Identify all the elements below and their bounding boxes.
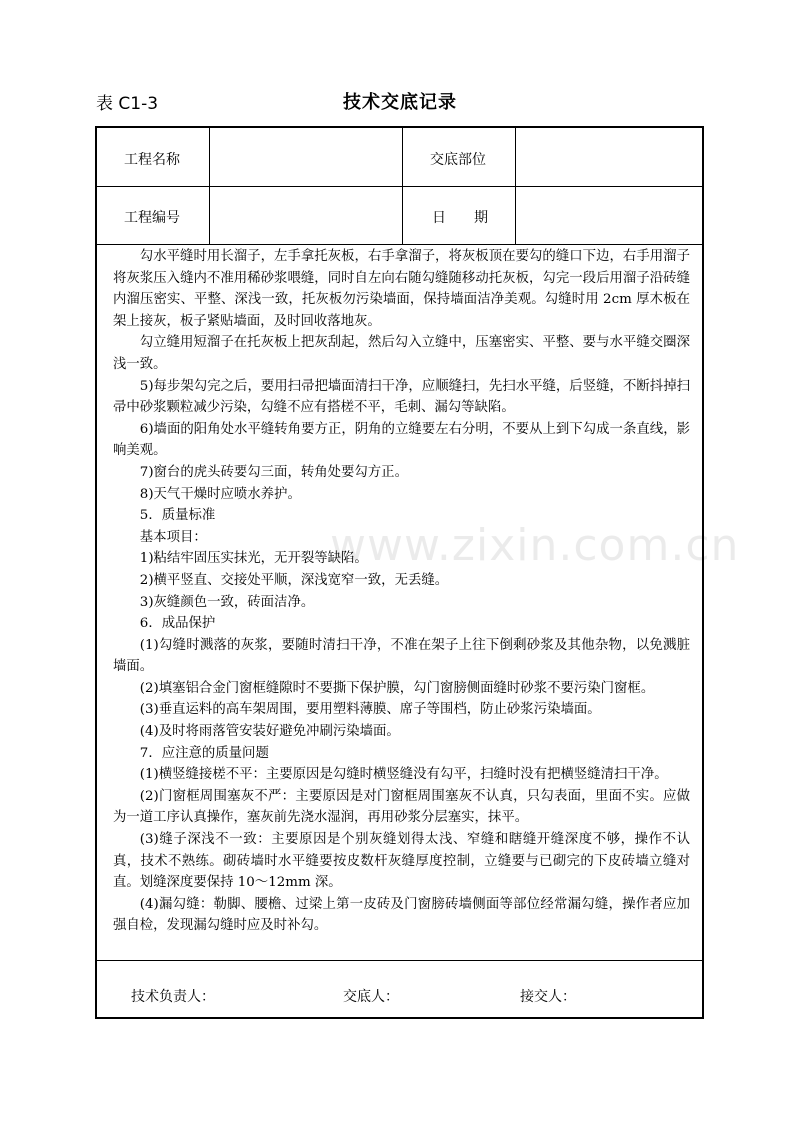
position-label: 交底部位 xyxy=(430,152,486,168)
content-paragraph: (1)横竖缝接槎不平：主要原因是勾缝时横竖缝没有勾平，扫缝时没有把横竖缝清扫干净。 xyxy=(139,767,668,783)
project-no-label: 工程编号 xyxy=(124,210,180,226)
section-heading: 6．成品保护 xyxy=(139,616,216,632)
content-paragraph: (2)门窗框周围塞灰不严：主要原因是对门窗框周围塞灰不认真，只勾表面，里面不实。应做为一道工序认真操作，塞灰前先浇水湿润，再用砂浆分层塞实，抹平。 xyxy=(113,788,690,826)
row-divider xyxy=(97,244,702,245)
col-divider xyxy=(209,128,210,244)
record-form xyxy=(95,126,704,1019)
form-code: 表 C1-3 xyxy=(96,94,159,114)
section-heading: 7．应注意的质量问题 xyxy=(139,745,269,761)
content-paragraph: 勾水平缝时用长溜子，左手拿托灰板，右手拿溜子，将灰板顶在要勾的缝口下边，右手用溜子将灰浆压入缝内不准用稀砂浆喂缝，同时自左向右随勾缝随移动托灰板，勾完一段后用溜子沿砖缝内溜压密实、平整、深浅一致，托灰板勿污染墙面，保持墙面洁净美观。勾缝时用 2cm 厚木板在架上接灰，板子紧贴墙面，及时回收落地灰。 xyxy=(113,249,690,329)
content-paragraph: 2)横平竖直、交接处平顺，深浅宽窄一致，无丢缝。 xyxy=(139,572,449,588)
tech-lead-signature-label: 技术负责人： xyxy=(131,989,215,1005)
content-paragraph: (2)填塞铝合金门窗框缝隙时不要撕下保护膜，勾门窗膀侧面缝时砂浆不要污染门窗框。 xyxy=(139,680,655,696)
row-divider xyxy=(97,960,702,961)
watermark: www.zixin.com.cn xyxy=(330,520,740,571)
content-paragraph: (4)及时将雨落管安装好避免冲刷污染墙面。 xyxy=(139,724,400,740)
row-divider xyxy=(97,186,702,187)
content-paragraph: 8)天气干燥时应喷水养护。 xyxy=(139,486,301,502)
content-paragraph: (1)勾缝时溅落的灰浆，要随时清扫干净，不准在架子上往下倒剩砂浆及其他杂物，以免溅脏墙面。 xyxy=(113,637,690,675)
content-paragraph: 3)灰缝颜色一致，砖面洁净。 xyxy=(139,594,315,610)
col-divider xyxy=(402,128,403,244)
col-divider xyxy=(515,128,516,244)
handover-signature-label: 交底人： xyxy=(343,989,399,1005)
content-paragraph: (3)缝子深浅不一致：主要原因是个别灰缝划得太浅、窄缝和瞎缝开缝深度不够，操作不认真，技术不熟练。砌砖墙时水平缝要按皮数杆灰缝厚度控制，立缝要与已砌完的下皮砖墙立缝对直。划缝深度要保持 10～12mm 深。 xyxy=(113,832,690,891)
content-paragraph: 7)窗台的虎头砖要勾三面，转角处要勾方正。 xyxy=(139,464,408,480)
date-label: 日 期 xyxy=(432,210,488,226)
section-heading: 5．质量标准 xyxy=(139,508,216,524)
content-paragraph: 勾立缝用短溜子在托灰板上把灰刮起，然后勾入立缝中，压塞密实、平整、要与水平缝交圈深浅一致。 xyxy=(113,335,690,372)
content-paragraph: (4)漏勾缝：勒脚、腰檐、过梁上第一皮砖及门窗膀砖墙侧面等部位经常漏勾缝，操作者应加强自检，发现漏勾缝时应及时补勾。 xyxy=(113,896,690,934)
content-paragraph: 1)粘结牢固压实抹光，无开裂等缺陷。 xyxy=(139,551,368,567)
content-paragraph: (3)垂直运料的高车架周围，要用塑料薄膜、席子等围档，防止砂浆污染墙面。 xyxy=(139,702,601,718)
page-title: 技术交底记录 xyxy=(343,92,457,113)
receiver-signature-label: 接交人： xyxy=(520,989,576,1005)
content-paragraph: 6)墙面的阳角处水平缝转角要方正，阴角的立缝要左右分明，不要从上到下勾成一条直线，影响美观。 xyxy=(113,421,690,459)
disclosure-content xyxy=(113,246,690,937)
content-paragraph: 5)每步架勾完之后，要用扫帚把墙面清扫干净，应顺缝扫，先扫水平缝，后竖缝，不断抖掉扫帚中砂浆颗粒减少污染，勾缝不应有搭槎不平，毛刺、漏勾等缺陷。 xyxy=(113,378,690,416)
content-paragraph: 基本项目： xyxy=(139,529,207,545)
project-name-label: 工程名称 xyxy=(124,152,180,168)
